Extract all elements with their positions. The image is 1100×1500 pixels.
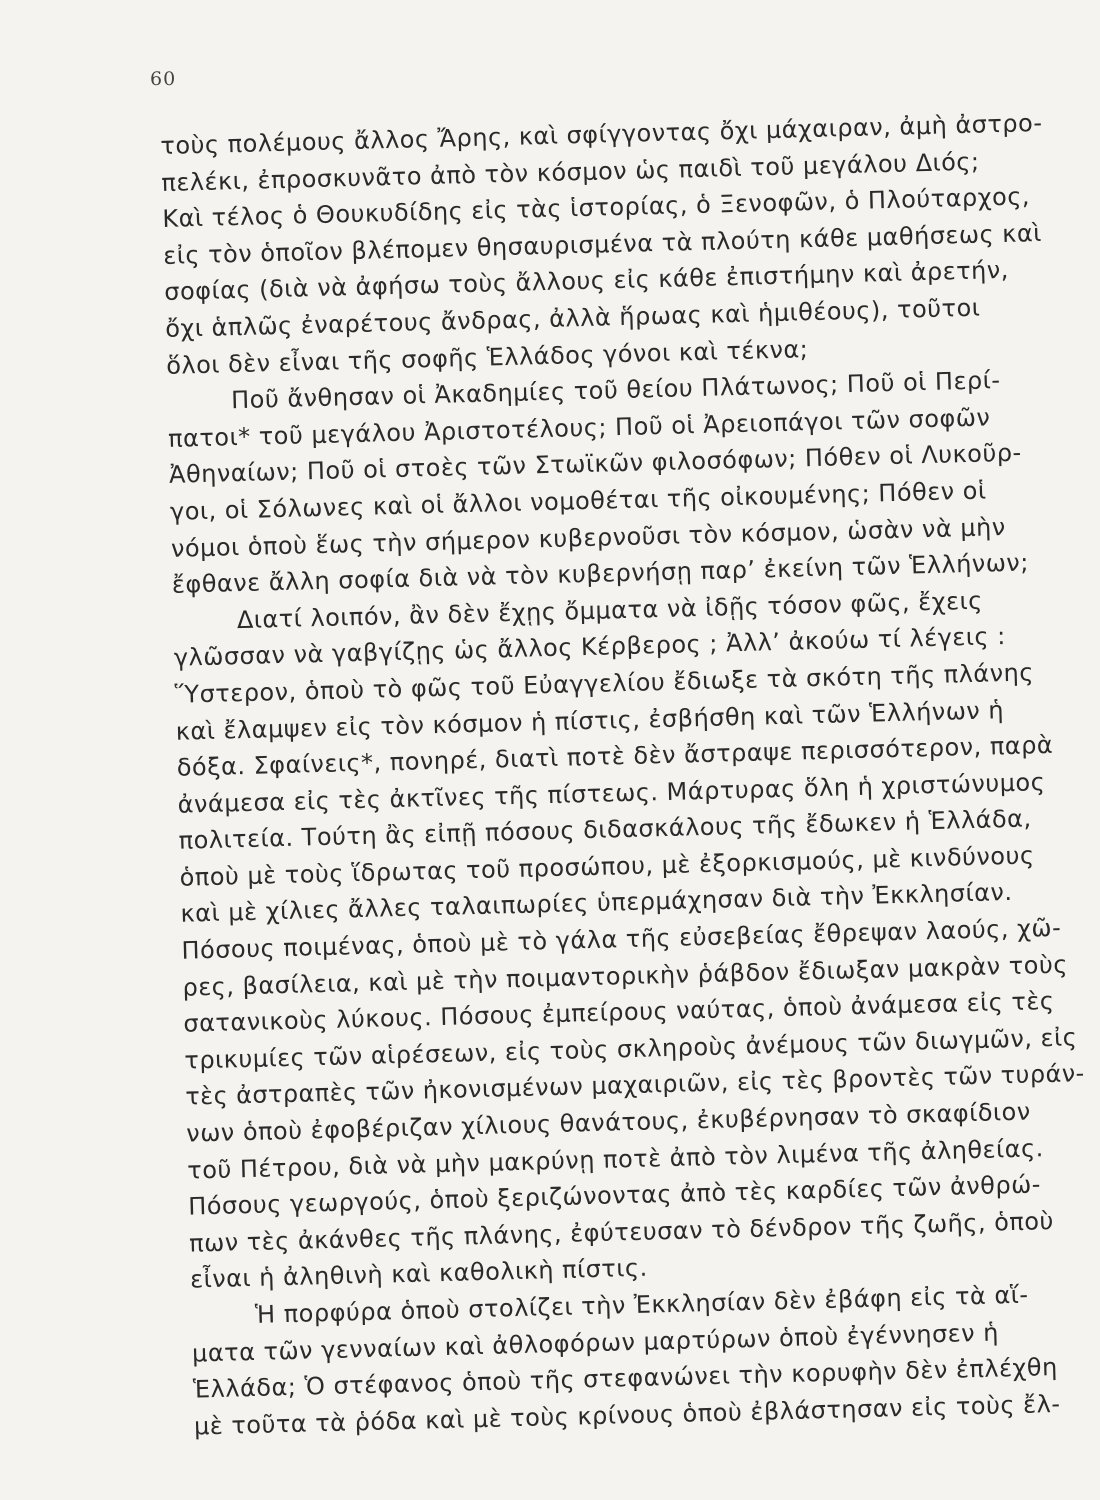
page-number: 60 [150, 68, 177, 90]
text-line: Ὕστερον, ὁποὺ τὸ φῶς τοῦ Εὐαγγελίου ἔδιωξε τὰ σκότη τῆς πλάνης [174, 658, 1035, 709]
text-line: Πόσους ποιμένας, ὁποὺ μὲ τὸ γάλα τῆς εὐσεβείας ἔθρεψαν λαούς, χῶ- [181, 913, 1062, 965]
text-line: Ἡ πορφύρα ὁποὺ στολίζει τὴν Ἐκκλησίαν δὲν ἐβάφη εἰς τὰ αἵ- [254, 1280, 1029, 1329]
text-line: τὲς ἀστραπὲς τῶν ἠκονισμένων μαχαιριῶν, εἰς τὲς βροντὲς τῶν τυράν- [185, 1059, 1086, 1112]
text-line: ὅλοι δὲν εἶναι τῆς σοφῆς Ἑλλάδος γόνοι καὶ τέκνα; [165, 334, 809, 380]
text-line: τρικυμίες τῶν αἱρέσεων, εἰς τοὺς σκληροὺς ἀνέμους τῶν διωγμῶν, εἰς [184, 1023, 1078, 1075]
text-line: πων τὲς ἀκάνθες τῆς πλάνης, ἐφύτευσαν τὸ δένδρον τῆς ζωῆς, ὁποὺ [188, 1206, 1055, 1258]
text-line: καὶ ἔλαμψεν εἰς τὸν κόσμον ἡ πίστις, ἐσβήσθη καὶ τῶν Ἑλλήνων ἡ [175, 695, 1005, 746]
text-line: τοὺς πολέμους ἄλλος Ἄρης, καὶ σφίγγοντας ὄχι μάχαιραν, ἀμὴ ἀστρο- [160, 108, 1043, 160]
text-line: καὶ μὲ χίλιες ἄλλες ταλαιπωρίες ὑπερμάχησαν διὰ τὴν Ἐκκλησίαν. [180, 878, 1013, 929]
text-line: τοῦ Πέτρου, διὰ νὰ μὴν μακρύνῃ ποτὲ ἀπὸ τὸν λιμένα τῆς ἀληθείας. [186, 1133, 1045, 1185]
text-line: δόξα. Σφαίνεις*, πονηρέ, διατὶ ποτὲ δὲν ἄστραψε περισσότερον, παρὰ [176, 730, 1054, 782]
text-line: εἶναι ἡ ἀληθινὴ καὶ καθολικὴ πίστις. [189, 1254, 649, 1295]
text-line: ματα τῶν γενναίων καὶ ἀθλοφόρων μαρτύρων ὁποὺ ἐγέννησεν ἡ [191, 1318, 1000, 1368]
text-line: Διατί λοιπόν, ἂν δὲν ἔχῃς ὄμματα νὰ ἰδῇς τόσον φῶς, ἔχεις [236, 586, 984, 634]
text-line: σατανικοὺς λύκους. Πόσους ἐμπείρους ναύτας, ὁποὺ ἀνάμεσα εἰς τὲς [183, 987, 1055, 1038]
text-line: πελέκι, ἐπροσκυνᾶτο ἀπὸ τὸν κόσμον ὡς παιδὶ τοῦ μεγάλου Διός; [161, 147, 980, 197]
text-line: γοι, οἱ Σόλωνες καὶ οἱ ἄλλοι νομοθέται τῆς οἰκουμένης; Πόθεν οἱ [169, 476, 987, 526]
text-line: νων ὁποὺ ἐφοβέριζαν χίλιους θανάτους, ἐκυβέρνησαν τὸ σκαφίδιον [185, 1097, 1032, 1148]
text-line: Ἑλλάδα; Ὁ στέφανος ὁποὺ τῆς στεφανώνει τὴν κορυφὴν δὲν ἐπλέχθη [192, 1353, 1059, 1404]
text-line: νόμοι ὁποὺ ἕως τὴν σήμερον κυβερνοῦσι τὸν κόσμον, ὡσὰν νὰ μὴν [170, 512, 1007, 563]
text-line: Πόσους γεωργούς, ὁποὺ ξεριζώνοντας ἀπὸ τὲς καρδίες τῶν ἀνθρώ- [187, 1170, 1042, 1221]
text-line: Ἀθηναίων; Ποῦ οἱ στοὲς τῶν Στωϊκῶν φιλοσόφων; Πόθεν οἱ Λυκοῦρ- [168, 438, 1023, 490]
body-text [160, 104, 1094, 1444]
text-line: ἀνάμεσα εἰς τὲς ἀκτῖνες τῆς πίστεως. Μάρτυρας ὅλη ἡ χριστώνυμος [177, 767, 1046, 819]
text-line: σοφίας (διὰ νὰ ἀφήσω τοὺς ἄλλους εἰς κάθε ἐπιστήμην καὶ ἀρετήν, [163, 256, 1010, 307]
text-line: Ποῦ ἄνθησαν οἱ Ἀκαδημίες τοῦ θείου Πλάτωνος; Ποῦ οἱ Περί- [230, 366, 1001, 415]
text-line: πατοι* τοῦ μεγάλου Ἀριστοτέλους; Ποῦ οἱ Ἀρειοπάγοι τῶν σοφῶν [167, 403, 991, 453]
text-line: μὲ τοῦτα τὰ ῥόδα καὶ μὲ τοὺς κρίνους ὁποὺ ἐβλάστησαν εἰς τοὺς ἔλ- [193, 1389, 1061, 1441]
text-line: Καὶ τέλος ὁ Θουκυδίδης εἰς τὰς ἱστορίας, ὁ Ξενοφῶν, ὁ Πλούταρχος, [162, 182, 1031, 234]
text-line: πολιτεία. Τούτη ἂς εἰπῇ πόσους διδασκάλους τῆς ἔδωκεν ἡ Ἑλλάδα, [178, 804, 1032, 856]
text-line: ὁποὺ μὲ τοὺς ἵδρωτας τοῦ προσώπου, μὲ ἐξορκισμούς, μὲ κινδύνους [179, 841, 1035, 892]
text-line: ὄχι ἁπλῶς ἐναρέτους ἄνδρας, ἀλλὰ ἥρωας καὶ ἡμιθέους), τοῦτοι [164, 293, 981, 343]
text-line: γλῶσσαν νὰ γαβγίζῃς ὡς ἄλλος Κέρβερος ; Ἀλλ’ ἀκούω τί λέγεις : [173, 622, 1007, 673]
text-line: ρες, βασίλεια, καὶ μὲ τὴν ποιμαντορικὴν ῥάβδον ἔδιωξαν μακρὰν τοὺς [182, 950, 1069, 1002]
text-line: ἔφθανε ἄλλη σοφία διὰ νὰ τὸν κυβερνήσῃ παρ’ ἐκείνη τῶν Ἑλλήνων; [171, 548, 1030, 599]
text-line: εἰς τὸν ὁποῖον βλέπομεν θησαυρισμένα τὰ πλούτη κάθε μαθήσεως καὶ [162, 218, 1043, 270]
